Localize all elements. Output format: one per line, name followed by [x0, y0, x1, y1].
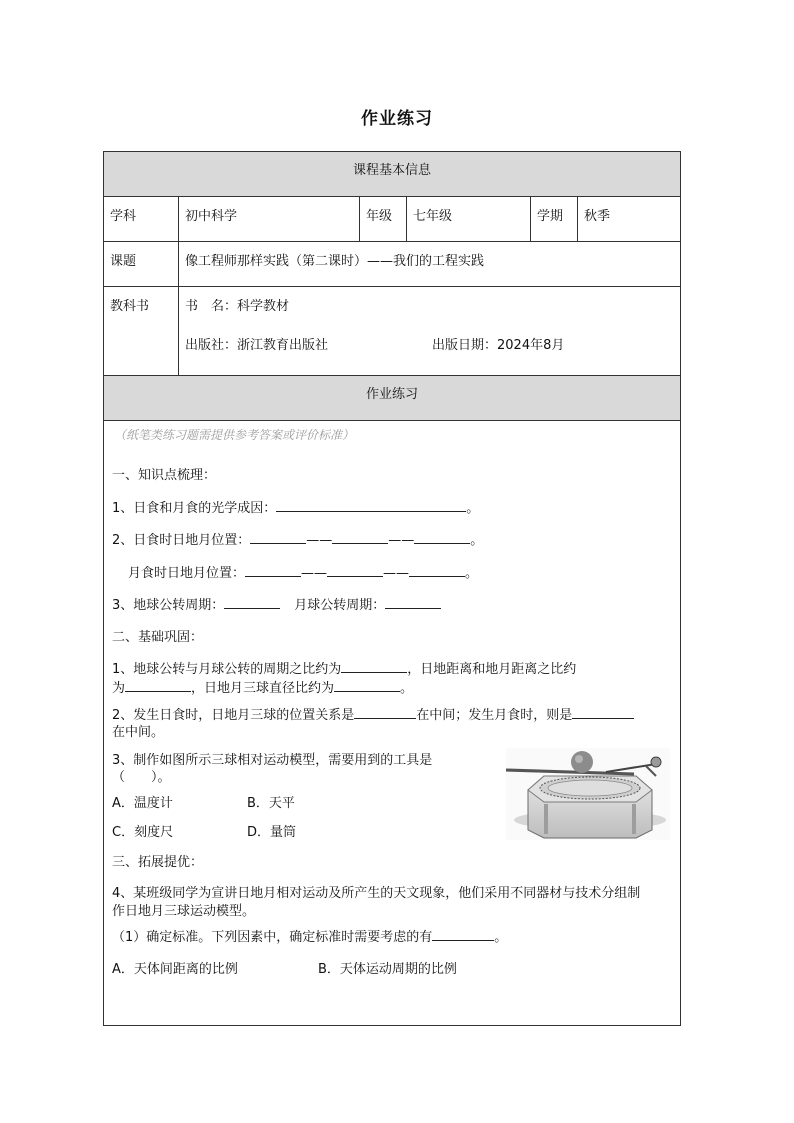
subject-label: 学科 [104, 197, 179, 242]
term-value: 秋季 [578, 197, 681, 242]
textbook-label: 教科书 [104, 287, 179, 376]
question-3-4: 4、某班级同学为宣讲日地月相对运动及所产生的天文现象，他们采用不同器材与技术分组制 作日地月三球运动模型。 [112, 886, 641, 919]
subject-value: 初中科学 [179, 197, 360, 242]
publish-date: 出版日期：2024年8月 [432, 338, 565, 353]
exercise-body [104, 421, 681, 1026]
option-d[interactable]: D．量筒 [247, 825, 297, 841]
page-title: 作业练习 [361, 109, 433, 129]
answer-blank[interactable] [245, 564, 301, 577]
answer-blank[interactable] [385, 596, 441, 609]
option-a[interactable]: A．天体间距离的比例 [112, 962, 238, 978]
section-3-title: 三、拓展提优： [112, 854, 204, 870]
question-1-3: 3、地球公转周期： 月球公转周期： [112, 596, 674, 615]
question-3-4-1: （1）确定标准。下列因素中，确定标准时需要考虑的有 。 [112, 930, 508, 946]
option-b[interactable]: B．天平 [247, 795, 295, 811]
section-1-title: 一、知识点梳理： [112, 468, 217, 484]
course-info-header: 课程基本信息 [104, 152, 681, 197]
homework-table [103, 151, 681, 1026]
answer-blank[interactable] [354, 706, 416, 719]
answer-blank[interactable] [432, 928, 494, 941]
answer-blank[interactable] [327, 564, 383, 577]
answer-blank[interactable] [572, 706, 634, 719]
exercise-header: 作业练习 [104, 376, 681, 421]
answer-blank[interactable] [409, 564, 465, 577]
grade-label: 年级 [360, 197, 407, 242]
term-label: 学期 [531, 197, 578, 242]
option-c[interactable]: C．刻度尺 [112, 825, 174, 841]
answer-blank[interactable] [125, 679, 191, 692]
question-1-2-solar: 2、日食时日地月位置： —— —— 。 [112, 533, 484, 549]
answer-blank[interactable] [276, 499, 466, 512]
question-2-2: 2、发生日食时，日地月三球的位置关系是 在中间；发生月食时，则是 在中间。 [112, 706, 674, 742]
question-2-3: 3、制作如图所示三球相对运动模型，需要用到的工具是 （ ）。 [112, 752, 433, 786]
answer-hint: （纸笔类练习题需提供参考答案或评价标准） [114, 428, 355, 442]
three-ball-model-image [506, 748, 670, 840]
topic-value: 像工程师那样实践（第二课时）——我们的工程实践 [179, 242, 681, 287]
textbook-info [179, 287, 681, 376]
answer-blank[interactable] [414, 531, 470, 544]
option-a[interactable]: A．温度计 [112, 795, 173, 811]
question-2-1: 1、地球公转与月球公转的周期之比约为 ，日地距离和地月距离之比约 为 ，日地月三球直径比约为 。 [112, 662, 577, 697]
option-b[interactable]: B．天体运动周期的比例 [318, 962, 457, 978]
question-1-1: 1、日食和月食的光学成因： 。 [112, 500, 480, 516]
book-name: 书 名：科学教材 [185, 299, 290, 314]
answer-blank[interactable] [224, 596, 280, 609]
topic-label: 课题 [104, 242, 179, 287]
question-2-3-wrap [110, 752, 674, 787]
answer-blank[interactable] [334, 679, 400, 692]
answer-blank[interactable] [332, 531, 388, 544]
grade-value: 七年级 [407, 197, 531, 242]
publisher: 出版社：浙江教育出版社 [185, 338, 329, 353]
question-1-2-lunar: 月食时日地月位置： —— —— 。 [128, 565, 479, 581]
answer-blank[interactable] [250, 531, 306, 544]
section-2-title: 二、基础巩固： [112, 629, 204, 645]
answer-blank[interactable] [341, 660, 407, 673]
question-3-4-1-options [112, 961, 674, 979]
